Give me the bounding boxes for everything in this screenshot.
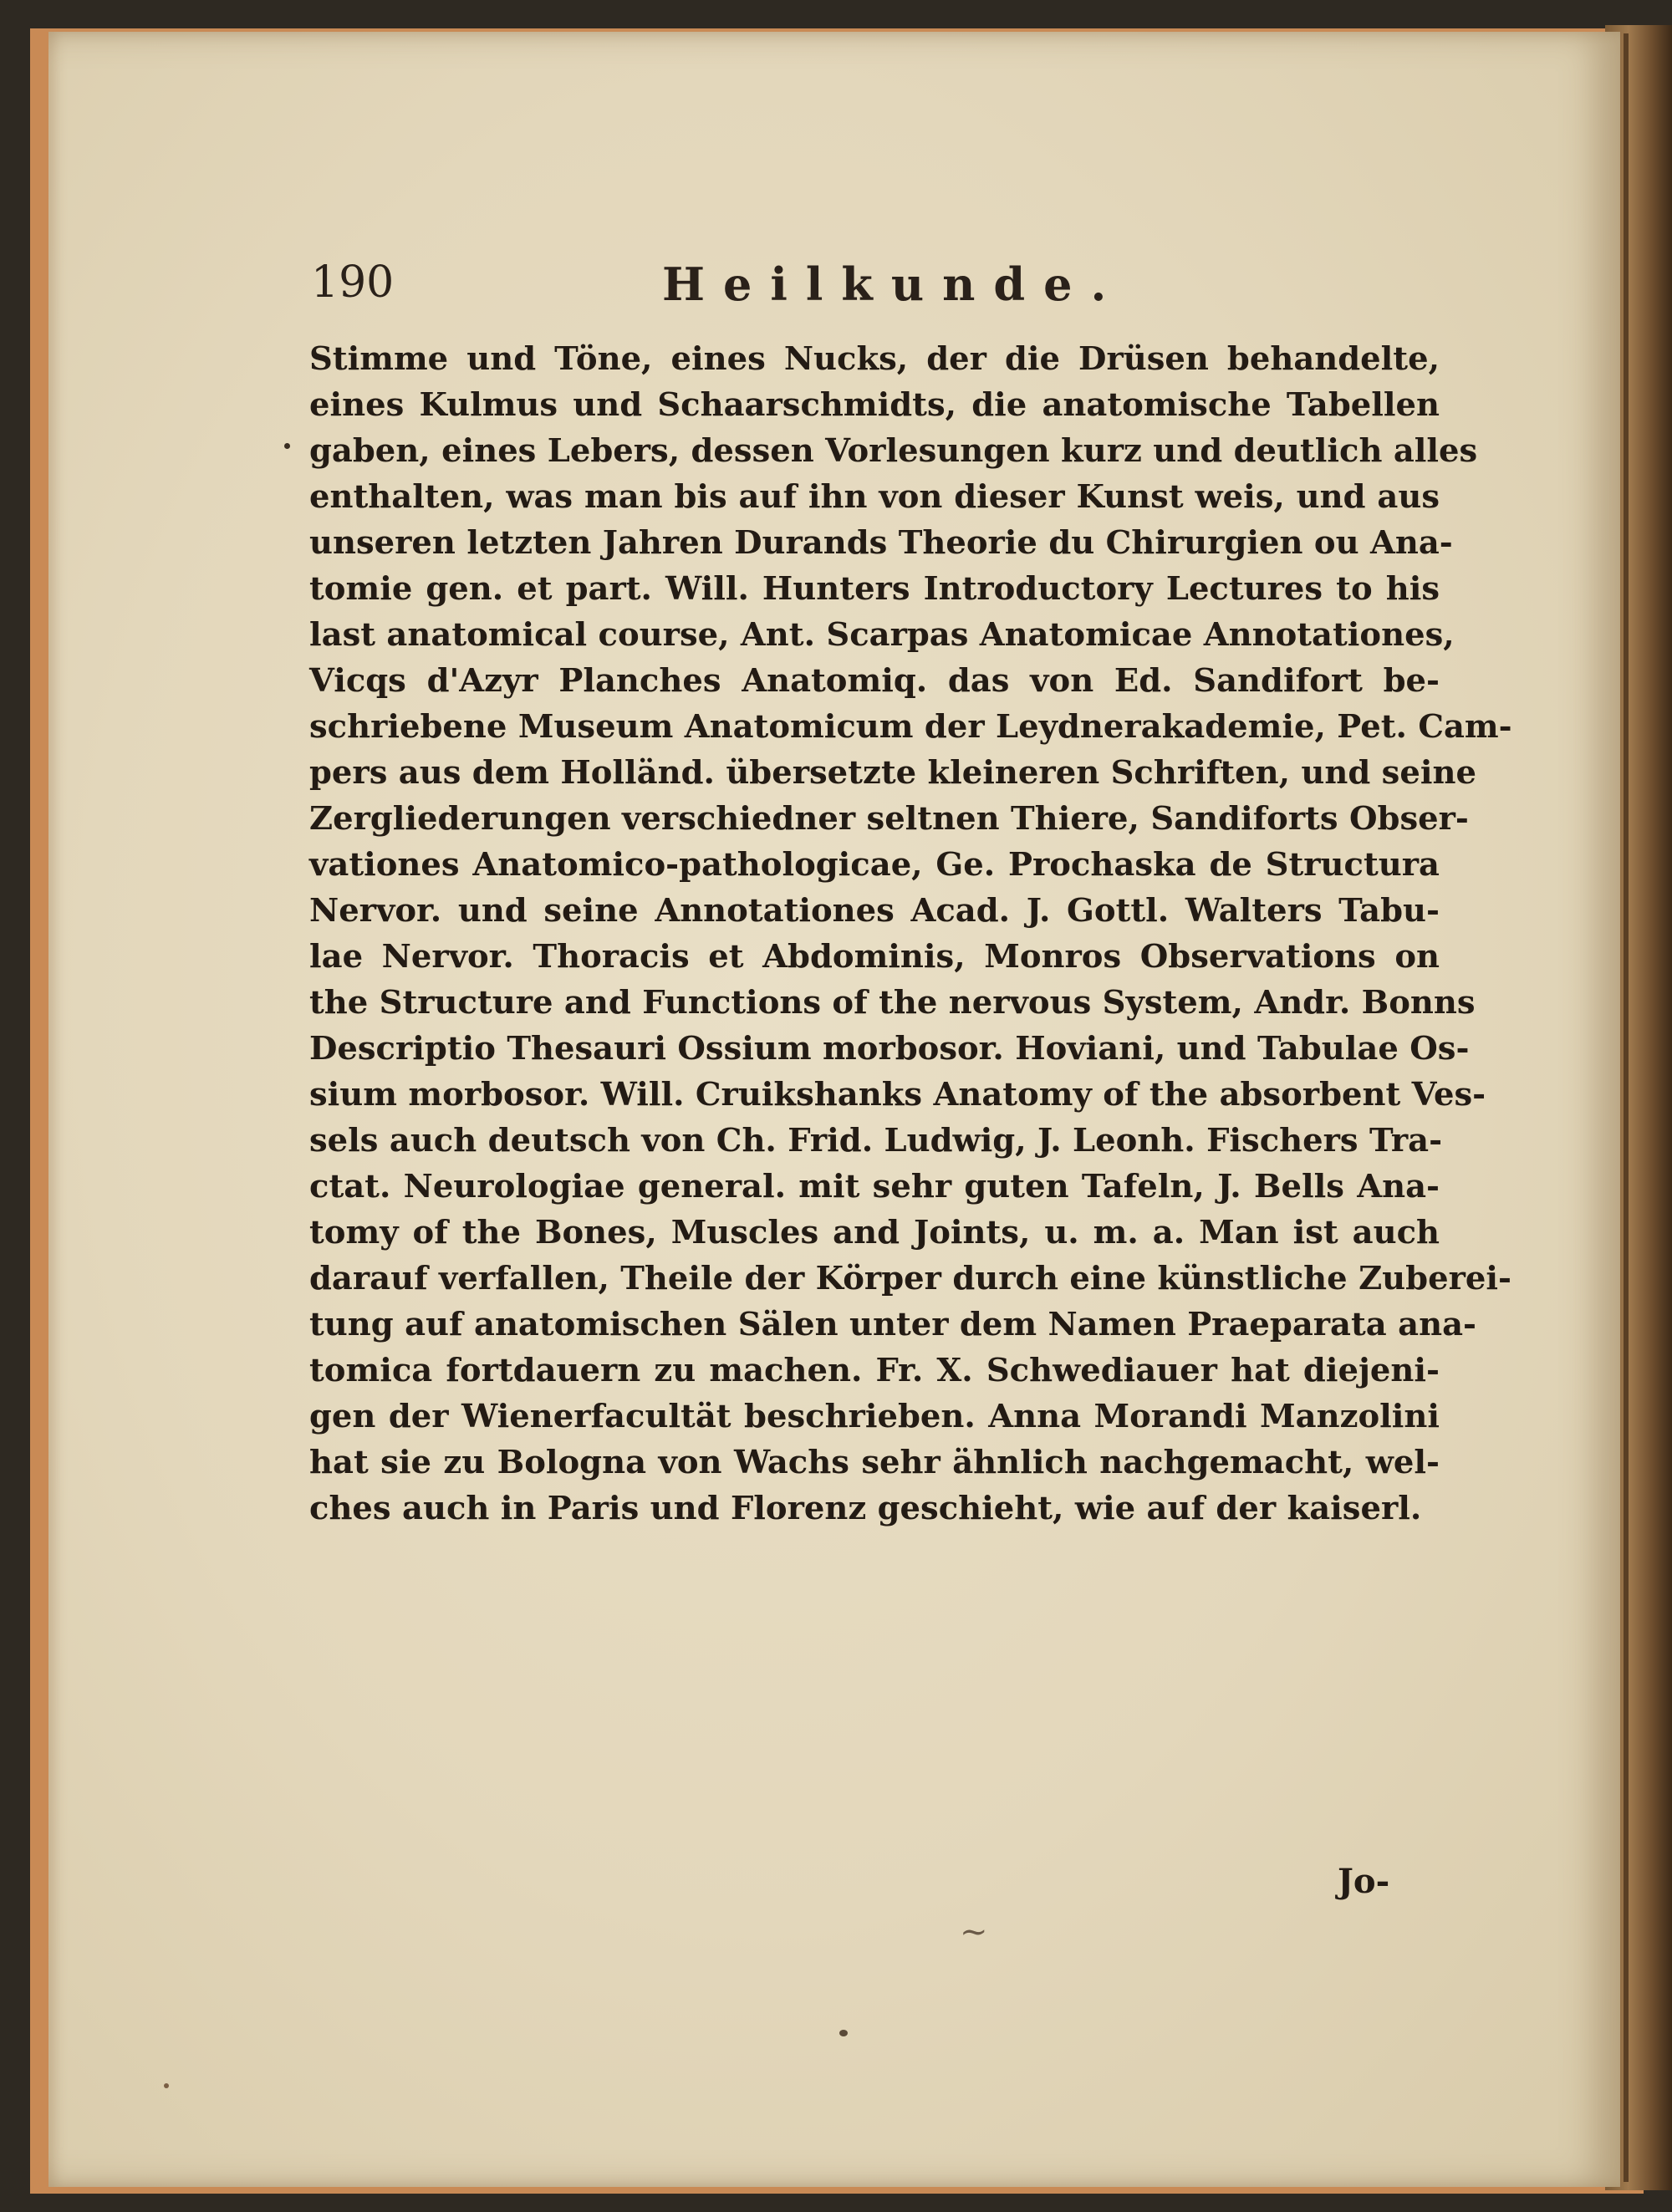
text-line: Stimme und Töne, eines Nucks, der die Drüsen behandelte,	[309, 340, 1440, 378]
text-line: sels auch deutsch von Ch. Frid. Ludwig, J. Leonh. Fischers Tra-	[309, 1122, 1443, 1160]
text-line: lae Nervor. Thoracis et Abdominis, Monros Observations on	[309, 938, 1440, 976]
text-line: gaben, eines Lebers, dessen Vorlesungen kurz und deutlich alles	[309, 432, 1478, 470]
text-line: unseren letzten Jahren Durands Theorie du Chirurgien ou Ana-	[309, 524, 1453, 562]
text-line: Zergliederungen verschiedner seltnen Thiere, Sandiforts Obser-	[309, 800, 1469, 838]
printer-mark: ~	[960, 1913, 988, 1951]
text-line: eines Kulmus und Schaarschmidts, die anatomische Tabellen	[309, 386, 1440, 424]
running-head: Heilkunde.	[662, 257, 1125, 311]
text-line: enthalten, was man bis auf ihn von dieser Kunst weis, und aus	[309, 478, 1440, 516]
page-number: 190	[311, 257, 395, 308]
text-line: ctat. Neurologiae general. mit sehr guten Tafeln, J. Bells Ana-	[309, 1168, 1440, 1205]
paper-speck	[284, 443, 290, 449]
paper-speck	[164, 2083, 169, 2088]
catchword: Jo-	[1338, 1862, 1390, 1901]
text-line: last anatomical course, Ant. Scarpas Anatomicae Annotationes,	[309, 616, 1455, 654]
body-text	[309, 336, 1512, 1532]
text-line: schriebene Museum Anatomicum der Leydnerakademie, Pet. Cam-	[309, 708, 1512, 746]
text-line: tomica fortdauern zu machen. Fr. X. Schwediauer hat diejeni-	[309, 1352, 1440, 1389]
text-line: tung auf anatomischen Sälen unter dem Namen Praeparata ana-	[309, 1306, 1477, 1343]
text-line: Nervor. und seine Annotationes Acad. J. Gottl. Walters Tabu-	[309, 892, 1440, 930]
text-line: sium morbosor. Will. Cruikshanks Anatomy of the absorbent Ves-	[309, 1076, 1486, 1114]
text-line: ches auch in Paris und Florenz geschieht, wie auf der kaiserl.	[309, 1490, 1422, 1527]
text-line: gen der Wienerfacultät beschrieben. Anna Morandi Manzolini	[309, 1398, 1440, 1435]
text-line: vationes Anatomico-pathologicae, Ge. Prochaska de Structura	[309, 846, 1440, 884]
page-edge-line	[1624, 33, 1629, 2182]
text-line: hat sie zu Bologna von Wachs sehr ähnlich nachgemacht, wel-	[309, 1444, 1440, 1481]
text-line: pers aus dem Holländ. übersetzte kleineren Schriften, und seine	[309, 754, 1476, 792]
paper-speck	[839, 2030, 848, 2036]
text-line: tomy of the Bones, Muscles and Joints, u. m. a. Man ist auch	[309, 1214, 1440, 1251]
text-line: Vicqs d'Azyr Planches Anatomiq. das von Ed. Sandifort be-	[309, 662, 1440, 700]
text-line: tomie gen. et part. Will. Hunters Introductory Lectures to his	[309, 570, 1440, 608]
page-header	[311, 257, 1448, 324]
text-line: the Structure and Functions of the nervous System, Andr. Bonns	[309, 984, 1476, 1022]
text-line: darauf verfallen, Theile der Körper durch eine künstliche Zuberei-	[309, 1260, 1511, 1297]
text-line: Descriptio Thesauri Ossium morbosor. Hoviani, und Tabulae Os-	[309, 1030, 1470, 1068]
